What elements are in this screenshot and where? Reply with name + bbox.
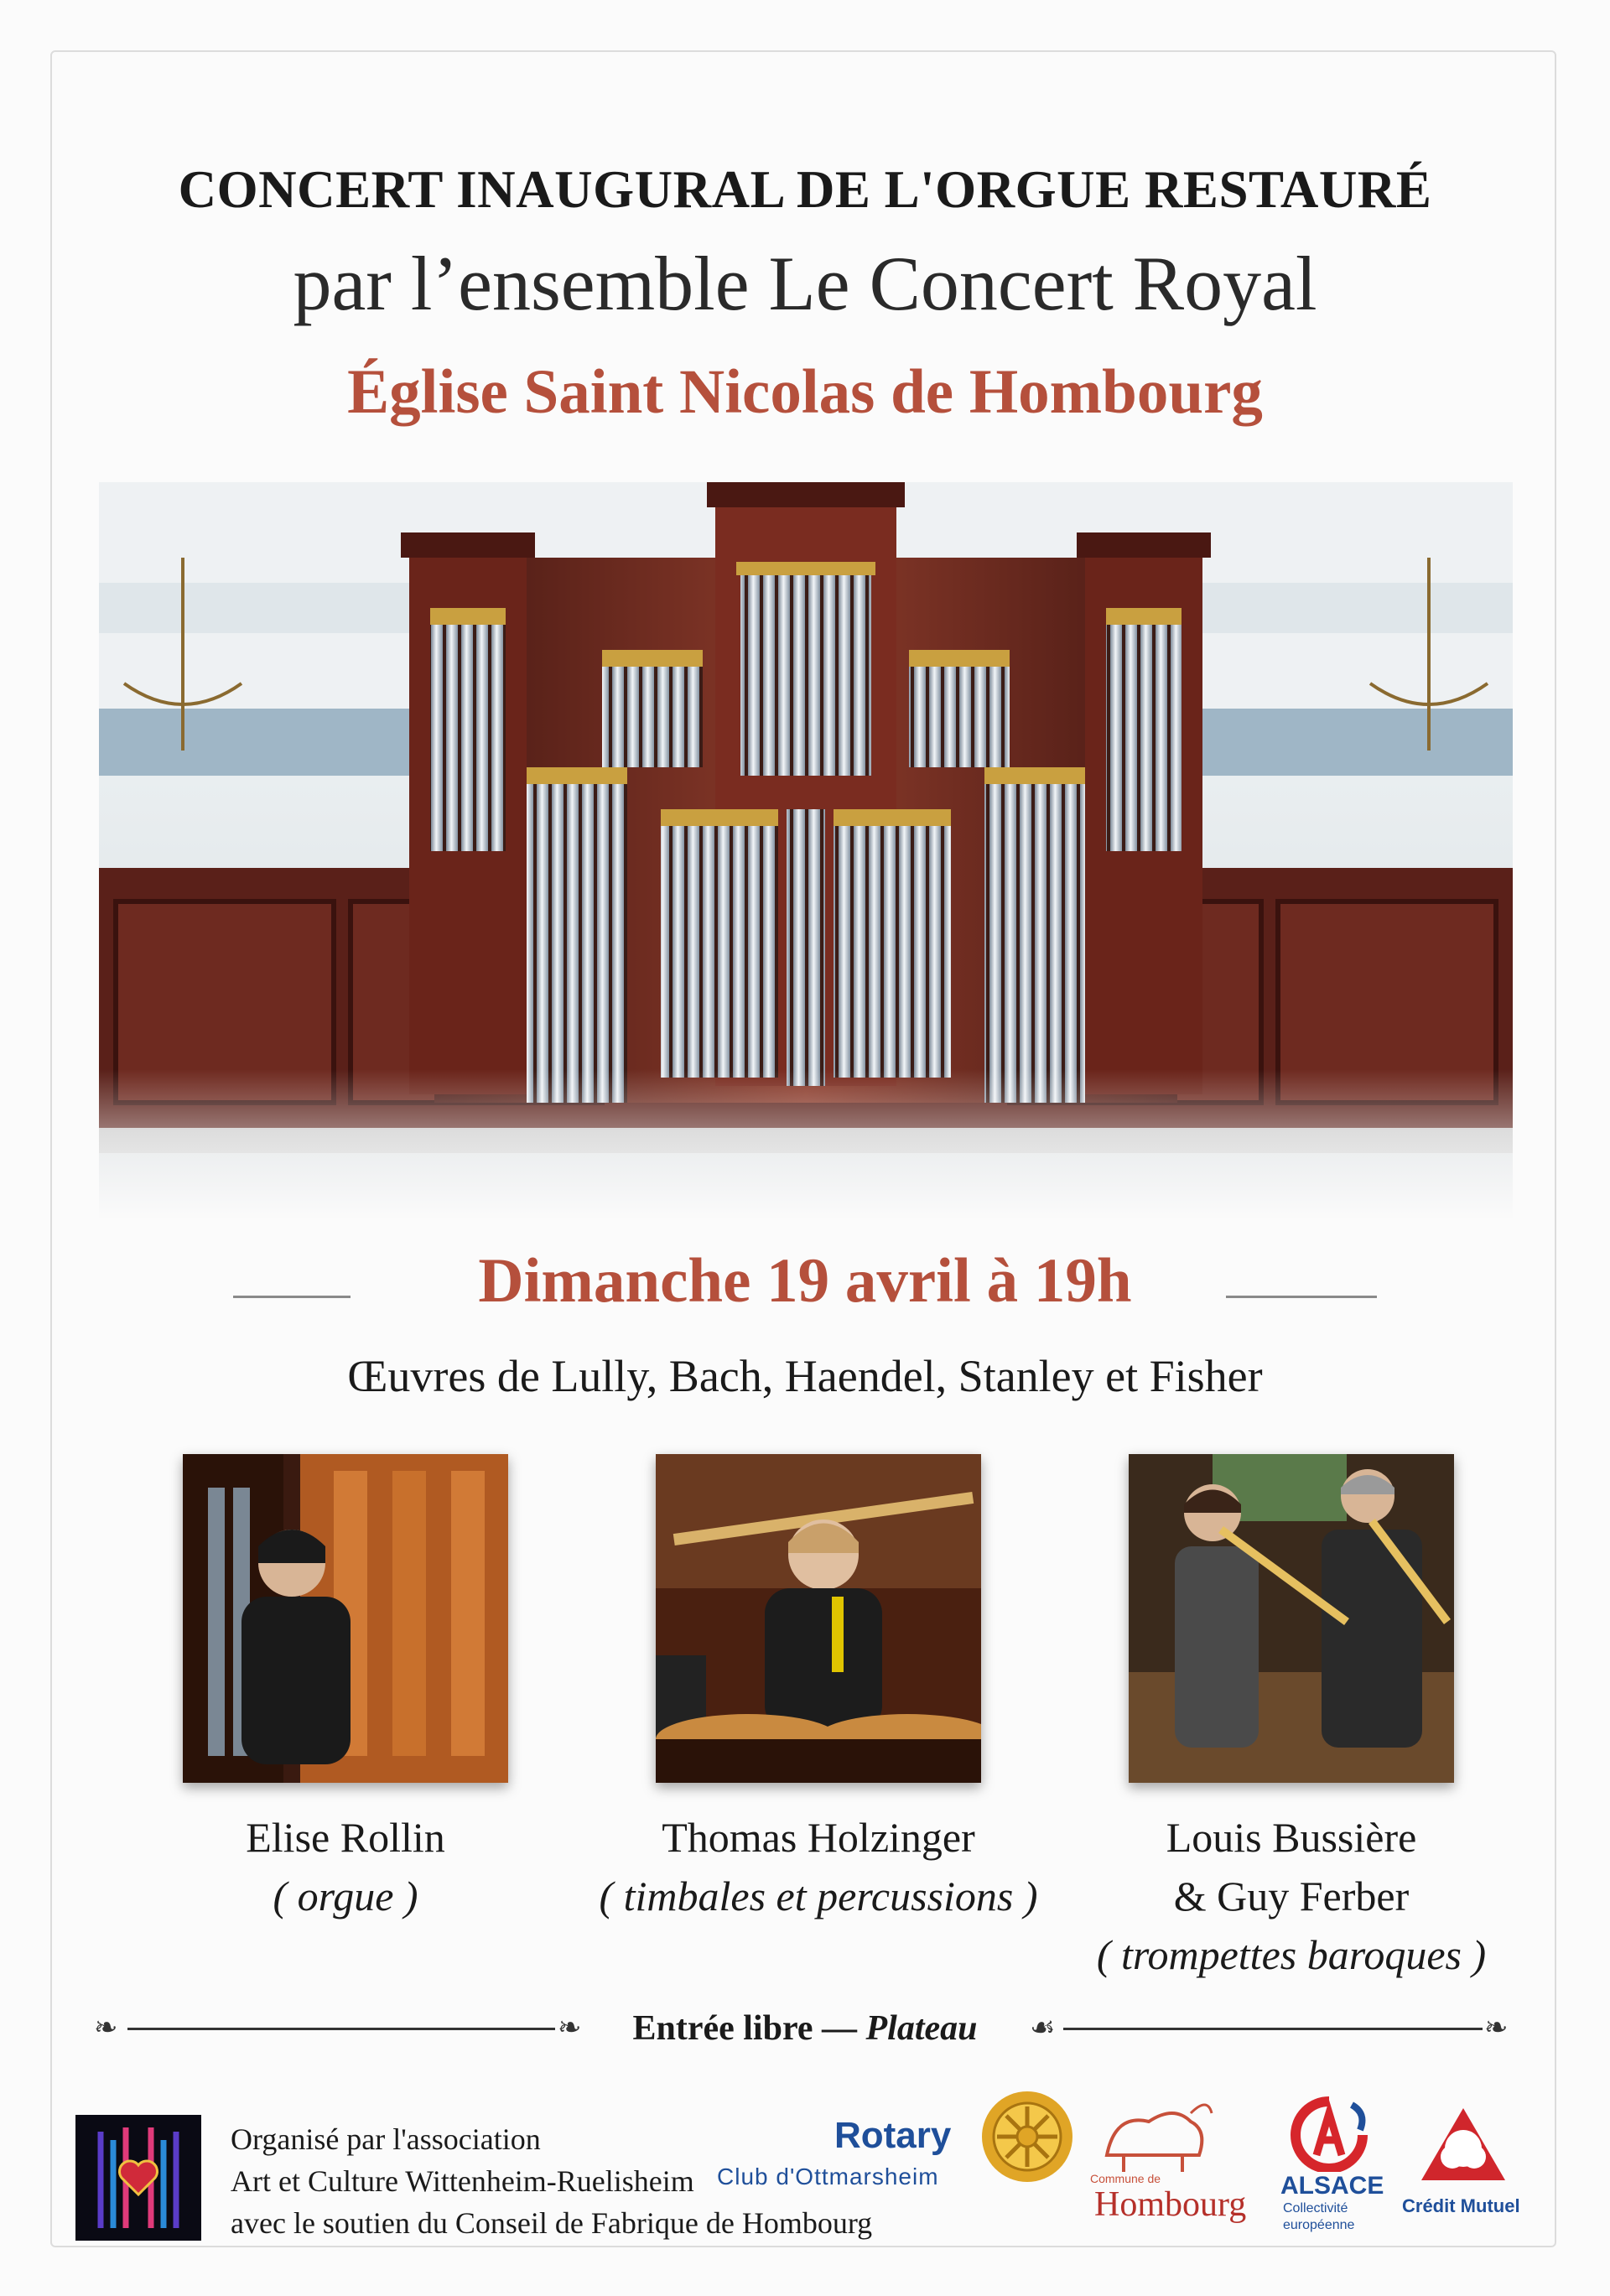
alsace-sub1: Collectivité [1283, 2201, 1348, 2215]
ornament-left-icon: ❧ [94, 2013, 118, 2044]
performer-name-trumpet-2: & Guy Ferber [1173, 1873, 1410, 1919]
performer-photo-organ [183, 1454, 508, 1783]
concert-date-text: Dimanche 19 avril à 19h [478, 1246, 1132, 1316]
organizer-line-2: Art et Culture Wittenheim-Ruelisheim [231, 2164, 694, 2198]
alsace-logo-icon [1283, 2096, 1375, 2172]
entry-free-text: Entrée libre — [632, 2009, 857, 2048]
commune-small-label: Commune de [1090, 2172, 1161, 2185]
rotary-wheel-icon [977, 2086, 1078, 2187]
poster-title: CONCERT INAUGURAL DE L'ORGUE RESTAURÉ [178, 160, 1432, 219]
credit-mutuel-label: Crédit Mutuel [1402, 2195, 1520, 2216]
program-works: Œuvres de Lully, Bach, Haendel, Stanley et Fisher [347, 1351, 1263, 1401]
ornament-rule-right [1063, 2028, 1483, 2030]
entry-plateau-text: Plateau [865, 2009, 978, 2048]
performer-name-organ: Elise Rollin [246, 1814, 445, 1861]
rotary-label: Rotary [834, 2115, 952, 2156]
performer-role-percussion: ( timbales et percussions ) [599, 1873, 1038, 1919]
performer-name-trumpet-1: Louis Bussière [1166, 1814, 1417, 1861]
performer-photo-trumpets [1129, 1454, 1454, 1783]
alsace-label: ALSACE [1280, 2172, 1384, 2200]
alsace-sub2: européenne [1283, 2218, 1355, 2232]
credit-mutuel-logo-icon [1417, 2105, 1509, 2189]
ornament-right-icon: ❧ [1484, 2013, 1509, 2044]
concert-date [0, 1245, 1610, 1317]
ornament-mid-left-icon: ❧ [558, 2013, 582, 2044]
commune-label: Hombourg [1094, 2185, 1247, 2224]
rotary-club-label: Club d'Ottmarsheim [717, 2164, 939, 2190]
ensemble-subtitle: par l’ensemble Le Concert Royal [293, 241, 1317, 326]
hombourg-lion-icon [1090, 2088, 1216, 2180]
date-rule-right [1226, 1296, 1377, 1298]
performer-role-organ: ( orgue ) [273, 1873, 418, 1919]
ornament-mid-right-icon: ☙ [1030, 2013, 1056, 2044]
organ-photo [99, 482, 1513, 1220]
performer-photo-percussion [656, 1454, 981, 1783]
venue-title: Église Saint Nicolas de Hombourg [347, 357, 1263, 427]
performer-role-trumpets: ( trompettes baroques ) [1096, 1931, 1487, 1978]
performer-name-percussion: Thomas Holzinger [662, 1814, 975, 1861]
organizer-line-1: Organisé par l'association [231, 2122, 541, 2156]
organizer-line-3: avec le soutien du Conseil de Fabrique de Hombourg [231, 2206, 873, 2240]
association-logo [75, 2115, 201, 2241]
